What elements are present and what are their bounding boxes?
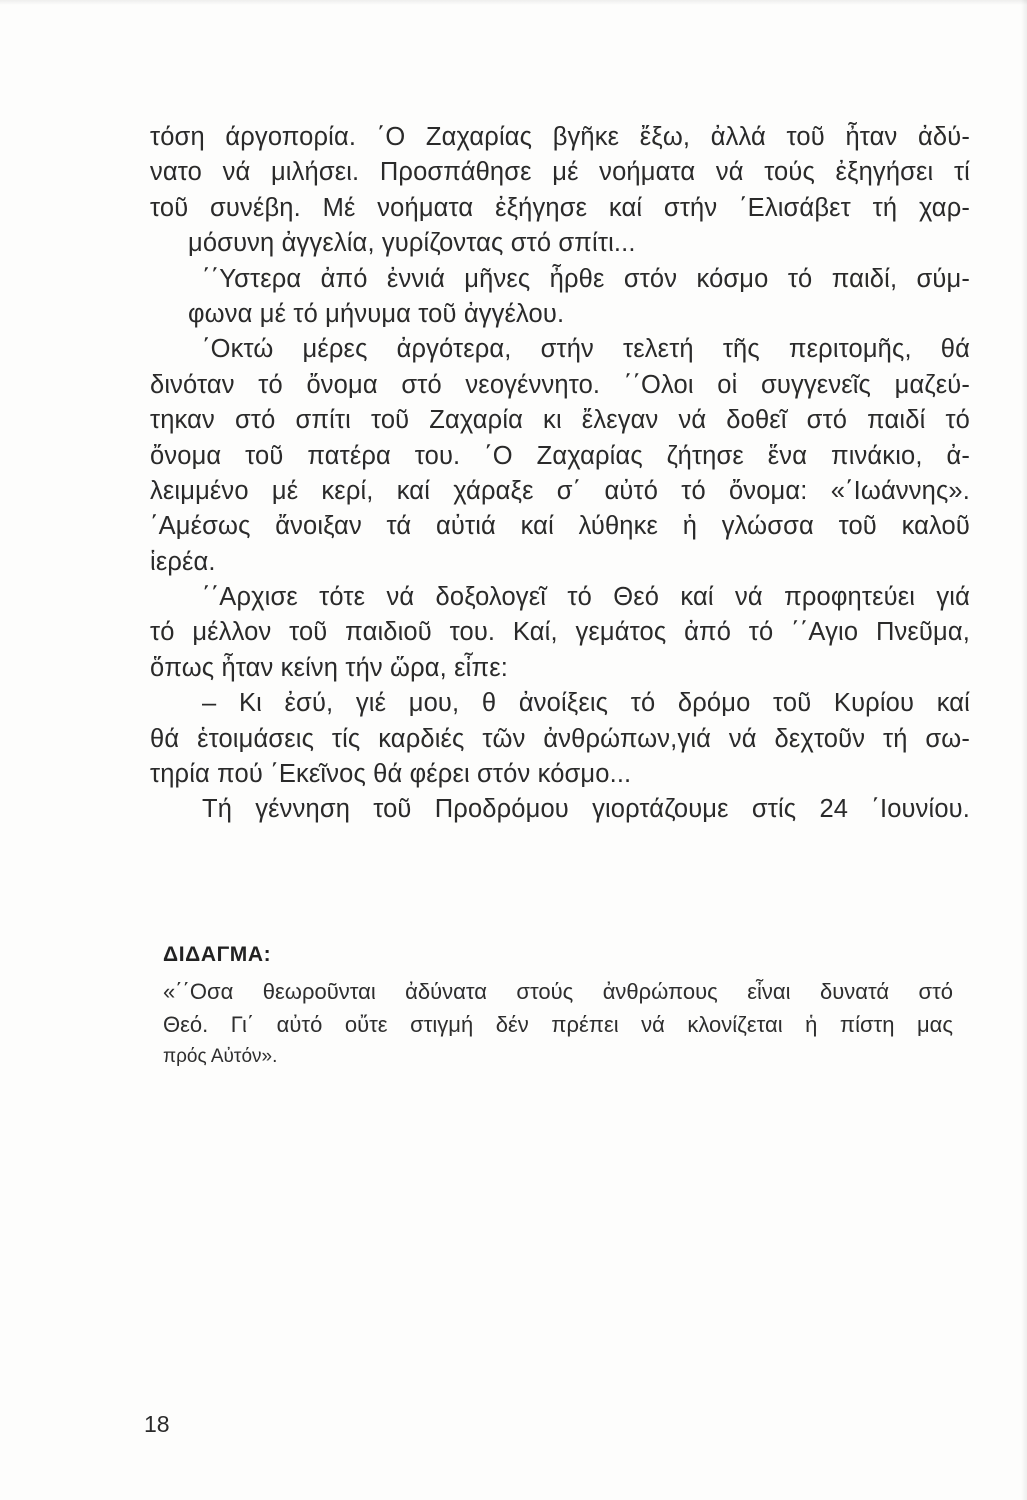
story-line: ΄΄Αρχισε τότε νά δοξολογεῖ τό Θεό καί νά προφητεύει γιά: [202, 583, 970, 612]
story-line: μόσυνη ἀγγελία, γυρίζοντας στό σπίτι...: [188, 229, 636, 258]
story-line: τηρία πού ΄Εκεῖνος θά φέρει στόν κόσμο...: [150, 760, 632, 789]
story-line: νατο νά μιλήσει. Προσπάθησε μέ νοήματα νά τούς ἐξηγήσει τί: [150, 158, 970, 187]
story-line: δινόταν τό ὄνομα στό νεογέννητο. ΄΄Ολοι οἱ συγγενεῖς μαζεύ-: [150, 370, 970, 399]
story-line: τηκαν στό σπίτι τοῦ Ζαχαρία κι ἔλεγαν νά δοθεῖ στό παιδί τό: [150, 406, 970, 435]
story-line: θά ἑτοιμάσεις τίς καρδιές τῶν ἀνθρώπων,γιά νά δεχτοῦν τή σω-: [150, 724, 970, 753]
story-line: τοῦ συνέβη. Μέ νοήματα ἐξήγησε καί στήν ΄Ελισάβετ τή χαρ-: [150, 193, 970, 222]
story-line: ὄνομα τοῦ πατέρα του. ΄Ο Ζαχαρίας ζήτησε ἕνα πινάκιο, ἀ-: [150, 441, 970, 470]
lesson-line: πρός Αὐτόν».: [163, 1046, 278, 1067]
story-line: τό μέλλον τοῦ παιδιοῦ του. Καί, γεμάτος ἀπό τό ΄΄Αγιο Πνεῦμα,: [150, 618, 970, 647]
story-line: – Κι ἐσύ, γιέ μου, θ ἀνοίξεις τό δρόμο τοῦ Κυρίου καί: [202, 689, 970, 718]
lesson-heading: ΔΙΔΑΓΜΑ:: [163, 943, 272, 966]
story-line: ΄΄Υστερα ἀπό ἐννιά μῆνες ἦρθε στόν κόσμο τό παιδί, σύμ-: [202, 264, 970, 293]
lesson-line: Θεό. Γι΄ αὐτό οὔτε στιγμή δέν πρέπει νά κλονίζεται ἡ πίστη μας: [163, 1011, 953, 1037]
scan-top-shadow: [0, 0, 1027, 5]
story-line: ὅπως ἦταν κείνη τήν ὥρα, εἶπε:: [150, 653, 508, 682]
story-line: Τή γέννηση τοῦ Προδρόμου γιορτάζουμε στίς 24 ΄Ιουνίου.: [202, 795, 970, 824]
story-line: ΄Αμέσως ἄνοιξαν τά αὐτιά καί λύθηκε ἡ γλώσσα τοῦ καλοῦ: [150, 512, 970, 541]
lesson-line: «΄΄Οσα θεωροῦνται ἀδύνατα στούς ἀνθρώπους εἶναι δυνατά στό: [163, 979, 953, 1004]
story-text: [150, 120, 970, 828]
story-line: ΄Οκτώ μέρες ἀργότερα, στήν τελετή τῆς περιτομῆς, θά: [202, 335, 970, 364]
story-line: ἱερέα.: [150, 547, 216, 576]
story-line: λειμμένο μέ κερί, καί χάραξε σ΄ αὐτό τό ὄνομα: «΄Ιωάννης».: [150, 476, 970, 505]
page-number: 18: [144, 1411, 170, 1437]
lesson-box: [163, 940, 953, 1074]
story-line: φωνα μέ τό μήνυμα τοῦ ἀγγέλου.: [188, 299, 565, 328]
story-line: τόση άργοπορία. ΄Ο Ζαχαρίας βγῆκε ἔξω, ἀλλά τοῦ ἦταν ἀδύ-: [150, 123, 970, 151]
scan-edge-shadow: [1021, 0, 1027, 1500]
